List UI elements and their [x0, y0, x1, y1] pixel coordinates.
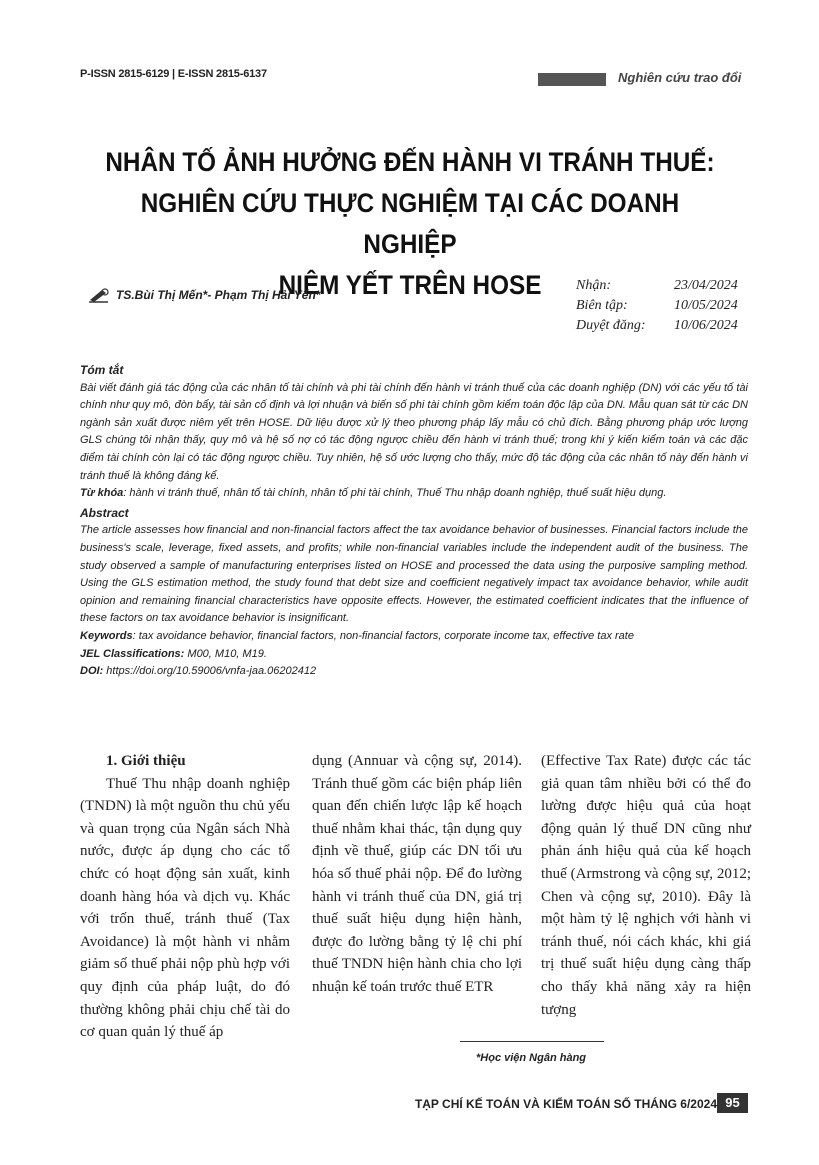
- author-line: [88, 287, 320, 303]
- title-line-1: NHÂN TỐ ẢNH HƯỞNG ĐẾN HÀNH VI TRÁNH THUẾ:: [105, 147, 715, 177]
- keywords-en: Keywords: tax avoidance behavior, financial factors, non-financial factors, corporate income tax, effective tax rate: [80, 629, 634, 642]
- abstract-vi-heading: Tóm tắt: [80, 363, 124, 377]
- abstract-en-heading: Abstract: [80, 505, 129, 520]
- submission-dates: [576, 276, 738, 336]
- journal-footer: TẠP CHÍ KẾ TOÁN VÀ KIỂM TOÁN SỐ THÁNG 6/2024: [414, 1097, 717, 1111]
- body-text-col3: (Effective Tax Rate) được các tác giả quan tâm nhiều bởi có thể đo lường được hiệu quả của hoạt động quản lý thuế DN cũng như phản ánh hiệu quả của kế hoạch thuế (Armstrong và cộng sự, 2012; Chen và cộng sự, 2010). Đây là một hàm tỷ lệ nghịch với hành vi tránh thuế, nói cách khác, khi giá trị thuế suất hiệu dụng càng thấp cho thấy khả năng xảy ra hiện tượng: [541, 753, 751, 1018]
- jel-classifications: JEL Classifications: M00, M10, M19.: [80, 647, 267, 660]
- date-edited: Biên tập: 10/05/2024: [576, 298, 738, 313]
- body-column-2: [312, 750, 522, 999]
- title-line-2: NGHIÊN CỨU THỰC NGHIỆM TẠI CÁC DOANH NGHIỆP: [140, 188, 680, 259]
- date-received: Nhận: 23/04/2024: [576, 278, 738, 293]
- footnote-divider: [460, 1041, 604, 1042]
- issn-line: P-ISSN 2815-6129 | E-ISSN 2815-6137: [80, 68, 267, 80]
- body-text-col2: dụng (Annuar và cộng sự, 2014). Tránh thuế gồm các biện pháp liên quan đến chiến lược lập kế hoạch thuế nhằm khai thác, tận dụng quy định về thuế, giúp các DN tối ưu hóa số thuế phải nộp. Để đo lường hành vi tránh thuế của DN, giá trị thuế suất hiệu dụng hiện hành, được đo lường bằng tỷ lệ chi phí thuế TNDN hiện hành chia cho lợi nhuận kế toán trước thuế ETR: [312, 753, 522, 995]
- affiliation-footnote: *Học viện Ngân hàng: [476, 1052, 587, 1064]
- body-text-col1: Thuế Thu nhập doanh nghiệp (TNDN) là một nguồn thu chủ yếu và quan trọng của Ngân sách Nhà nước, được áp dụng cho các tổ chức có hoạt động sản xuất, kinh doanh hàng hóa và dịch vụ. Khác với trốn thuế, tránh thuế (Tax Avoidance) là một hành vi nhằm giảm số thuế phải nộp phù hợp với quy định của pháp luật, do đó thường không phải chịu chế tài do cơ quan quản lý thuế áp: [80, 775, 290, 1041]
- section-bar: [538, 73, 606, 86]
- section-heading-intro: 1. Giới thiệu: [106, 753, 186, 769]
- title-line-3: NIÊM YẾT TRÊN HOSE: [278, 270, 542, 300]
- page-number: 95: [717, 1093, 748, 1113]
- abstract-vi-text: Bài viết đánh giá tác động của các nhân tố tài chính và phi tài chính đến hành vi tránh thuế của các doanh nghiệp (DN) với các yếu tố tài chính như quy mô, đòn bẩy, tài sản cố định và lợi nhuận và biến số phi tài chính gồm kiểm toán độc lập của DN. Mẫu quan sát từ các DN ngành sản xuất được niêm yết trên HOSE. Dữ liệu được xử lý theo phương pháp lấy mẫu có chủ đích. Bằng phương pháp ước lượng GLS chúng tôi nhận thấy, quy mô và hệ số nợ có tác động ngược chiều đến hành vi tránh thuế; trong khi ý kiến kiểm toán và các đặc điểm tài chính còn lại có tác động ngược chiều. Tuy nhiên, hệ số ước lượng cho thấy, mức độ tác động của các nhân tố này đến hành vi tránh thuế là không đáng kể.: [80, 381, 748, 482]
- section-label: Nghiên cứu trao đổi: [618, 70, 742, 85]
- abstract-section: [80, 362, 748, 681]
- authors: TS.Bùi Thị Mến*- Phạm Thị Hải Yến*: [116, 288, 321, 302]
- abstract-en-text: The article assesses how financial and non-financial factors affect the tax avoidance behavior of businesses. Financial factors include the business's scale, leverage, fixed assets, and profits; while non-financial variables include the independent audit of the business. The study observed a sample of manufacturing enterprises listed on HOSE and processed the data using the purposive sampling method. Using the GLS estimation method, the study found that debt size and coefficient negatively impact tax avoidance behavior, while audit opinion and remaining financial characteristics have opposite effects. However, the estimated coefficient indicates that the influence of these factors on tax avoidance behavior is insignificant.: [80, 524, 748, 625]
- pen-icon: [88, 287, 110, 303]
- keywords-vi: Từ khóa: hành vi tránh thuế, nhân tố tài chính, nhân tố phi tài chính, Thuế Thu nhập doanh nghiệp, thuế suất hiệu dụng.: [80, 487, 667, 500]
- body-column-1: [80, 750, 290, 1044]
- date-approved: Duyệt đăng: 10/06/2024: [576, 318, 738, 333]
- doi[interactable]: DOI: https://doi.org/10.59006/vnfa-jaa.06202412: [80, 665, 317, 678]
- body-column-3: [541, 750, 751, 1021]
